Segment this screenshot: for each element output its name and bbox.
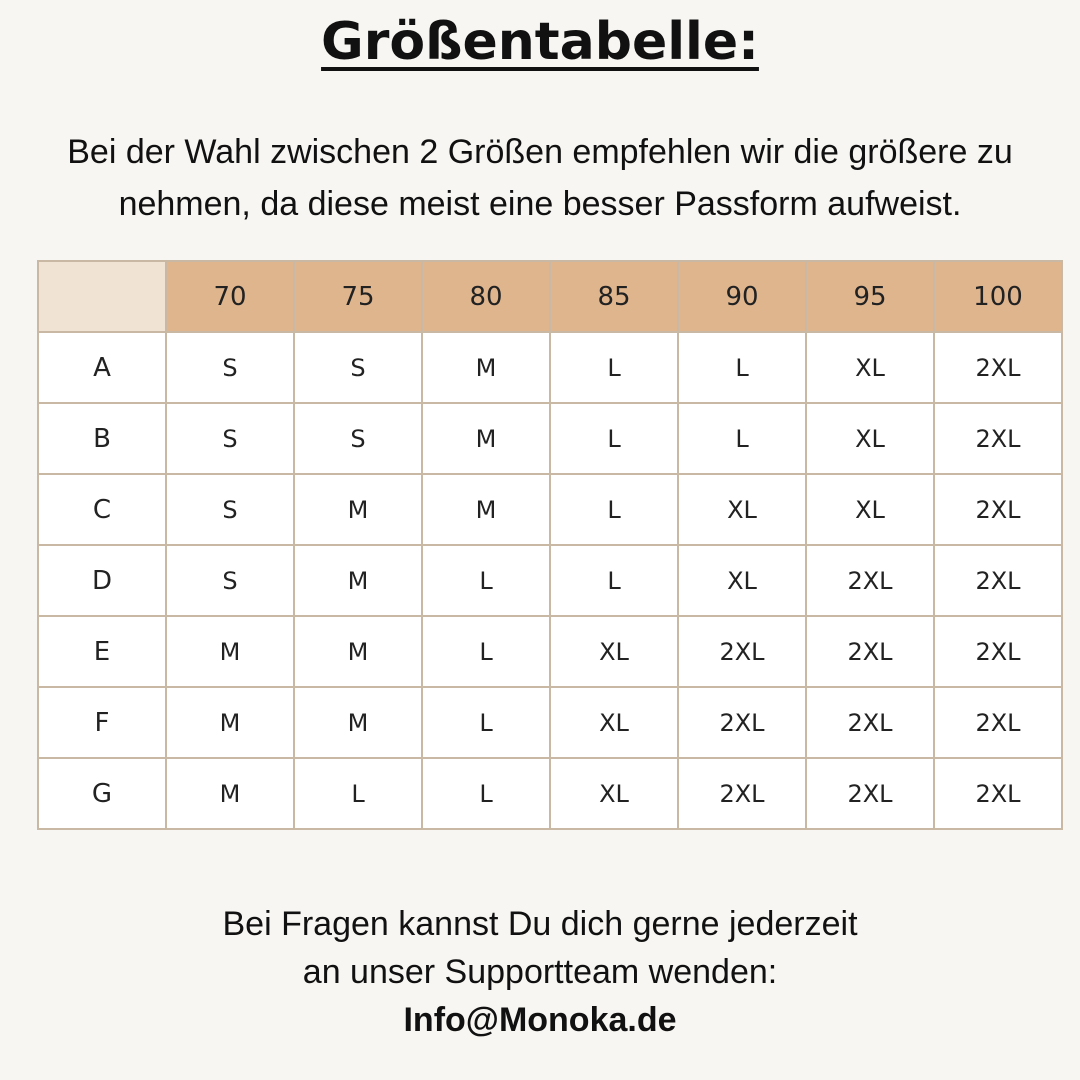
intro-line-2: nehmen, da diese meist eine besser Passform aufweist. bbox=[118, 185, 962, 223]
intro-text bbox=[0, 126, 1080, 230]
size-cell: M bbox=[166, 616, 294, 687]
size-cell: 2XL bbox=[934, 332, 1062, 403]
size-cell: M bbox=[422, 332, 550, 403]
size-cell: XL bbox=[550, 687, 678, 758]
size-cell: L bbox=[422, 687, 550, 758]
size-table-corner-cell bbox=[38, 261, 166, 332]
size-cell: S bbox=[294, 403, 422, 474]
size-cell: 2XL bbox=[678, 616, 806, 687]
size-cell: L bbox=[294, 758, 422, 829]
band-header-cell: 75 bbox=[294, 261, 422, 332]
band-header-cell: 95 bbox=[806, 261, 934, 332]
size-cell: S bbox=[166, 332, 294, 403]
size-cell: L bbox=[678, 332, 806, 403]
table-row bbox=[38, 474, 1062, 545]
size-cell: XL bbox=[806, 332, 934, 403]
table-row bbox=[38, 687, 1062, 758]
page-title: Größentabelle: bbox=[321, 12, 759, 72]
size-cell: S bbox=[166, 545, 294, 616]
size-cell: 2XL bbox=[806, 687, 934, 758]
size-cell: XL bbox=[678, 474, 806, 545]
cup-label-cell: C bbox=[38, 474, 166, 545]
support-line-2: an unser Supportteam wenden: bbox=[302, 953, 778, 991]
size-cell: 2XL bbox=[806, 545, 934, 616]
cup-label-cell: G bbox=[38, 758, 166, 829]
size-cell: 2XL bbox=[934, 545, 1062, 616]
size-cell: 2XL bbox=[934, 687, 1062, 758]
size-cell: L bbox=[550, 474, 678, 545]
table-row bbox=[38, 332, 1062, 403]
support-line-1: Bei Fragen kannst Du dich gerne jederzeit bbox=[222, 905, 858, 943]
cup-label-cell: F bbox=[38, 687, 166, 758]
size-cell: L bbox=[550, 403, 678, 474]
size-cell: 2XL bbox=[934, 758, 1062, 829]
size-cell: XL bbox=[678, 545, 806, 616]
size-cell: 2XL bbox=[678, 687, 806, 758]
size-cell: 2XL bbox=[934, 403, 1062, 474]
size-table-header-row bbox=[38, 261, 1062, 332]
size-cell: M bbox=[166, 758, 294, 829]
band-header-cell: 85 bbox=[550, 261, 678, 332]
size-cell: 2XL bbox=[678, 758, 806, 829]
table-row bbox=[38, 403, 1062, 474]
size-cell: L bbox=[422, 545, 550, 616]
support-note bbox=[0, 900, 1080, 1044]
size-cell: XL bbox=[806, 403, 934, 474]
size-cell: XL bbox=[806, 474, 934, 545]
size-cell: M bbox=[166, 687, 294, 758]
band-header-cell: 80 bbox=[422, 261, 550, 332]
size-cell: M bbox=[294, 616, 422, 687]
cup-label-cell: E bbox=[38, 616, 166, 687]
size-cell: XL bbox=[550, 616, 678, 687]
size-cell: M bbox=[294, 474, 422, 545]
size-cell: L bbox=[550, 332, 678, 403]
size-cell: M bbox=[294, 687, 422, 758]
size-cell: 2XL bbox=[806, 616, 934, 687]
size-cell: M bbox=[422, 403, 550, 474]
table-row bbox=[38, 758, 1062, 829]
intro-line-1: Bei der Wahl zwischen 2 Größen empfehlen wir die größere zu bbox=[67, 133, 1013, 171]
size-cell: 2XL bbox=[806, 758, 934, 829]
band-header-cell: 100 bbox=[934, 261, 1062, 332]
size-cell: 2XL bbox=[934, 616, 1062, 687]
size-cell: M bbox=[294, 545, 422, 616]
size-cell: L bbox=[550, 545, 678, 616]
size-cell: L bbox=[422, 616, 550, 687]
size-cell: XL bbox=[550, 758, 678, 829]
table-row bbox=[38, 616, 1062, 687]
size-cell: L bbox=[422, 758, 550, 829]
cup-label-cell: A bbox=[38, 332, 166, 403]
size-cell: S bbox=[166, 474, 294, 545]
cup-label-cell: B bbox=[38, 403, 166, 474]
cup-label-cell: D bbox=[38, 545, 166, 616]
size-cell: L bbox=[678, 403, 806, 474]
band-header-cell: 90 bbox=[678, 261, 806, 332]
size-table bbox=[37, 260, 1063, 830]
size-cell: S bbox=[294, 332, 422, 403]
size-cell: M bbox=[422, 474, 550, 545]
size-cell: S bbox=[166, 403, 294, 474]
size-cell: 2XL bbox=[934, 474, 1062, 545]
support-email: Info@Monoka.de bbox=[403, 1001, 677, 1039]
band-header-cell: 70 bbox=[166, 261, 294, 332]
table-row bbox=[38, 545, 1062, 616]
